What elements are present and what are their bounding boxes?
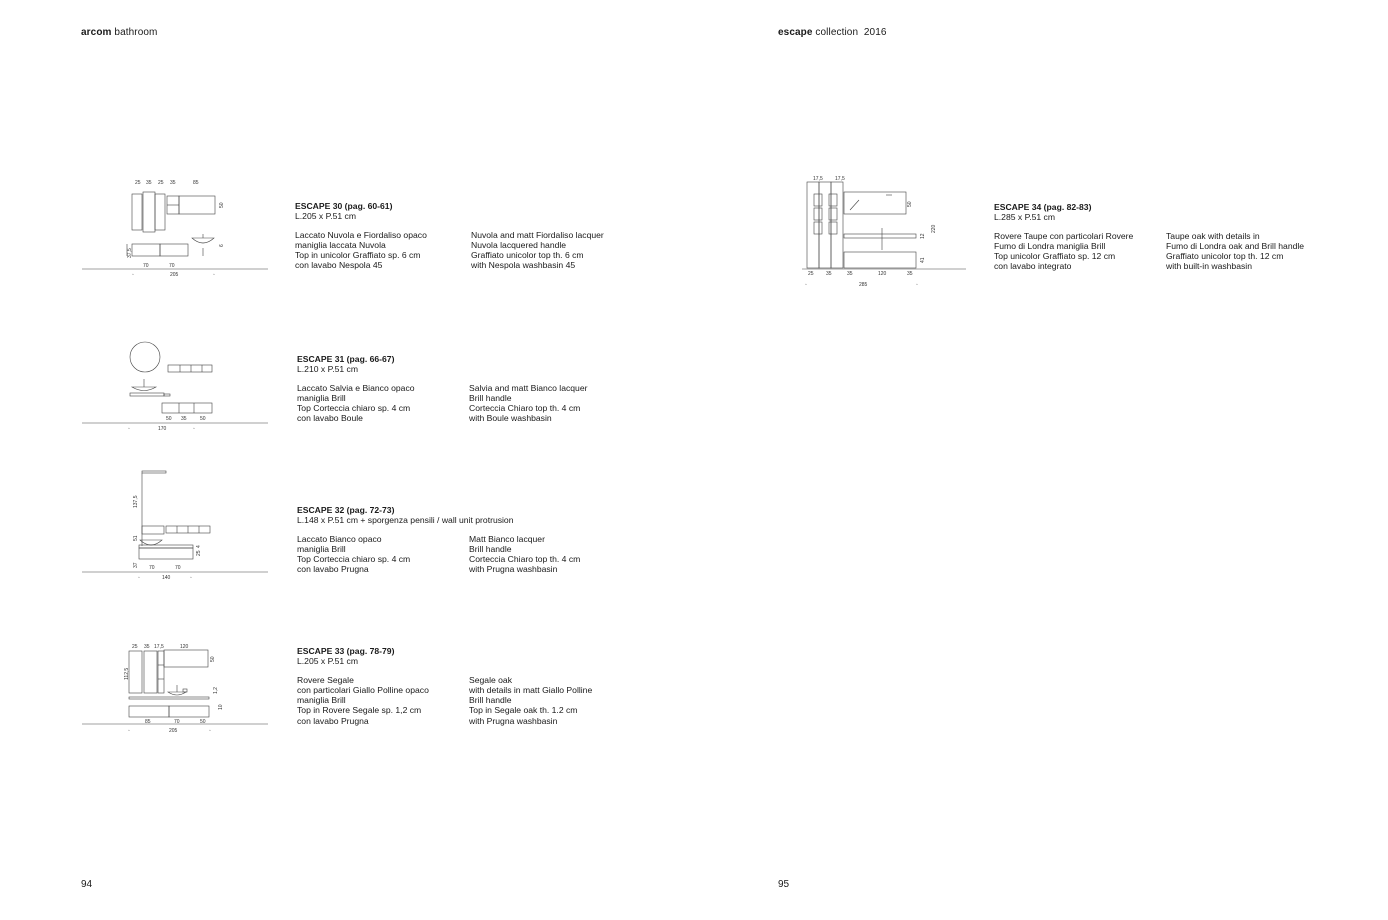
dim-side-2: 112,5 — [124, 667, 130, 680]
dim-top-4: 120 — [180, 644, 189, 650]
english-description — [469, 534, 639, 575]
dim-top-1: 17,5 — [813, 176, 823, 182]
entry-title: ESCAPE 32 (pag. 72-73) — [297, 505, 395, 515]
entry-dimensions: L.285 x P.51 cm — [994, 212, 1055, 223]
it-line: Top Corteccia chiaro sp. 4 cm — [297, 554, 411, 565]
italian-description — [297, 675, 471, 726]
dim-side-1: 50 — [219, 202, 225, 208]
page-number-left: 94 — [81, 879, 93, 890]
it-line: con lavabo Boule — [297, 413, 363, 424]
dim-bottom-1: 25 — [808, 271, 814, 277]
en-line: Matt Bianco lacquer — [469, 533, 545, 544]
it-line: Fumo di Londra maniglia Brill — [994, 240, 1106, 251]
dim-side-4: 10 — [218, 704, 224, 710]
it-line: Laccato Salvia e Bianco opaco — [297, 382, 415, 393]
it-line: con lavabo Nespola 45 — [295, 260, 383, 271]
dims-italian: L.148 x P.51 cm + sporgenza pensili — [297, 515, 435, 526]
it-line: maniglia Brill — [297, 695, 346, 706]
dim-side-3: 37,5 — [127, 248, 133, 258]
en-line: Fumo di Londra oak and Brill handle — [1166, 240, 1305, 251]
english-description — [469, 675, 639, 726]
entry-title: ESCAPE 30 (pag. 60-61) — [295, 201, 393, 211]
en-line: with details in matt Giallo Polline — [469, 684, 593, 695]
dim-side-5: 4 — [196, 545, 202, 548]
it-line: con lavabo Prugna — [297, 564, 369, 575]
it-line: con particolari Giallo Polline opaco — [297, 684, 429, 695]
dim-total: 205 — [169, 728, 178, 734]
svg-text:◦: ◦ — [209, 728, 211, 734]
entry-dimensions: L.210 x P.51 cm — [297, 364, 358, 375]
header-left — [81, 27, 157, 38]
section-name: bathroom — [114, 27, 158, 38]
dim-total: 285 — [859, 282, 868, 288]
en-line: with Boule washbasin — [469, 413, 552, 424]
en-line: Segale oak — [469, 674, 513, 685]
it-line: con lavabo integrato — [994, 261, 1072, 272]
dim-side-1: 50 — [210, 656, 216, 662]
dim-total: 205 — [170, 272, 179, 278]
escape-30-entry — [295, 201, 641, 271]
dim-side-4: 41 — [920, 257, 926, 263]
dim-bottom-3: 50 — [200, 719, 206, 725]
entry-dimensions — [297, 515, 639, 525]
dim-bottom-3: 50 — [200, 416, 206, 422]
entry-title: ESCAPE 34 (pag. 82-83) — [994, 202, 1092, 212]
dim-side-4: 25 — [196, 550, 202, 556]
svg-text:◦: ◦ — [128, 728, 130, 734]
en-line: with Nespola washbasin 45 — [471, 260, 576, 271]
dim-side-3: 37 — [133, 562, 139, 568]
en-line: Brill handle — [469, 695, 512, 706]
en-line: Taupe oak with details in — [1166, 230, 1260, 241]
dim-bottom-5: 35 — [907, 271, 913, 277]
dim-top-1: 25 — [135, 180, 141, 186]
it-line: Top Corteccia chiaro sp. 4 cm — [297, 403, 411, 414]
dim-top-2: 35 — [144, 644, 150, 650]
en-line: with Prugna washbasin — [469, 564, 558, 575]
dim-side-2: 51 — [133, 535, 139, 541]
dim-top-2: 35 — [146, 180, 152, 186]
svg-text:◦: ◦ — [128, 426, 130, 432]
it-line: Rovere Taupe con particolari Rovere — [994, 230, 1134, 241]
dim-total: 170 — [158, 426, 167, 432]
en-line: Top in Segale oak th. 1.2 cm — [469, 705, 578, 716]
dim-bottom-1: 85 — [145, 719, 151, 725]
entry-title: ESCAPE 31 (pag. 66-67) — [297, 354, 395, 364]
dim-side-1: 137,5 — [133, 495, 139, 508]
dim-bottom-1: 50 — [166, 416, 172, 422]
italian-description — [297, 534, 471, 575]
it-line: maniglia Brill — [297, 543, 346, 554]
en-line: Brill handle — [469, 392, 512, 403]
it-line: Top in Rovere Segale sp. 1,2 cm — [297, 705, 422, 716]
entry-dimensions: L.205 x P.51 cm — [297, 656, 358, 667]
svg-text:◦: ◦ — [138, 575, 140, 581]
escape-33-drawing — [80, 640, 272, 736]
escape-32-entry — [297, 505, 639, 575]
entry-title: ESCAPE 33 (pag. 78-79) — [297, 646, 395, 656]
dim-bottom-1: 70 — [149, 565, 155, 571]
dim-bottom-4: 120 — [878, 271, 887, 277]
en-line: Graffiato unicolor top th. 6 cm — [471, 250, 584, 261]
dim-top-1: 25 — [132, 644, 138, 650]
escape-34-entry — [994, 202, 1336, 272]
escape-32-drawing — [80, 468, 272, 584]
escape-33-entry — [297, 646, 639, 726]
english-description — [1166, 231, 1336, 272]
escape-31-drawing — [80, 338, 272, 434]
en-line: with built-in washbasin — [1166, 261, 1252, 272]
dim-top-2: 17,5 — [835, 176, 845, 182]
dims-english: / wall unit protrusion — [434, 515, 514, 526]
en-line: Salvia and matt Bianco lacquer — [469, 382, 588, 393]
svg-text:◦: ◦ — [190, 575, 192, 581]
english-description — [471, 230, 641, 271]
collection-label: collection — [815, 27, 859, 38]
it-line: Top in unicolor Graffiato sp. 6 cm — [295, 250, 421, 261]
svg-text:◦: ◦ — [213, 272, 215, 278]
dim-side-2: 220 — [931, 224, 937, 233]
dim-bottom-2: 35 — [826, 271, 832, 277]
italian-description — [297, 383, 471, 424]
collection-name: escape — [778, 27, 813, 38]
en-line: Nuvola lacquered handle — [471, 239, 567, 250]
svg-text:◦: ◦ — [805, 282, 807, 288]
it-line: Rovere Segale — [297, 674, 354, 685]
page-number-right: 95 — [778, 879, 790, 890]
it-line: maniglia laccata Nuvola — [295, 239, 386, 250]
it-line: con lavabo Prugna — [297, 715, 369, 726]
collection-year: 2016 — [863, 27, 887, 38]
header-right — [778, 27, 887, 38]
dim-top-4: 35 — [170, 180, 176, 186]
dim-top-3: 17,5 — [154, 644, 164, 650]
english-description — [469, 383, 639, 424]
escape-30-drawing — [80, 176, 272, 280]
svg-text:◦: ◦ — [132, 272, 134, 278]
en-line: Brill handle — [469, 543, 512, 554]
dim-side-3: 12 — [920, 233, 926, 239]
en-line: Corteccia Chiaro top th. 4 cm — [469, 554, 581, 565]
dim-side-1: 50 — [907, 201, 913, 207]
it-line: Laccato Bianco opaco — [297, 533, 382, 544]
dim-total: 140 — [162, 575, 171, 581]
dim-bottom-2: 70 — [175, 565, 181, 571]
dim-bottom-1: 70 — [143, 263, 149, 269]
it-line: Laccato Nuvola e Fiordaliso opaco — [295, 229, 427, 240]
en-line: Nuvola and matt Fiordaliso lacquer — [471, 229, 604, 240]
dim-bottom-3: 35 — [847, 271, 853, 277]
italian-description — [994, 231, 1168, 272]
entry-dimensions: L.205 x P.51 cm — [295, 211, 356, 222]
it-line: maniglia Brill — [297, 392, 346, 403]
dim-top-3: 25 — [158, 180, 164, 186]
dim-top-5: 85 — [193, 180, 199, 186]
escape-31-entry — [297, 354, 639, 424]
en-line: Graffiato unicolor top th. 12 cm — [1166, 251, 1284, 262]
en-line: Corteccia Chiaro top th. 4 cm — [469, 403, 581, 414]
en-line: with Prugna washbasin — [469, 715, 558, 726]
svg-text:◦: ◦ — [916, 282, 918, 288]
dim-side-3: 1,2 — [213, 687, 219, 694]
italian-description — [295, 230, 469, 271]
brand-name: arcom — [81, 27, 112, 38]
escape-34-drawing — [802, 172, 970, 290]
dim-side-2: 6 — [219, 244, 225, 247]
it-line: Top unicolor Graffiato sp. 12 cm — [994, 251, 1116, 262]
dim-bottom-2: 70 — [169, 263, 175, 269]
svg-text:◦: ◦ — [193, 426, 195, 432]
dim-bottom-2: 70 — [174, 719, 180, 725]
dim-bottom-2: 35 — [181, 416, 187, 422]
